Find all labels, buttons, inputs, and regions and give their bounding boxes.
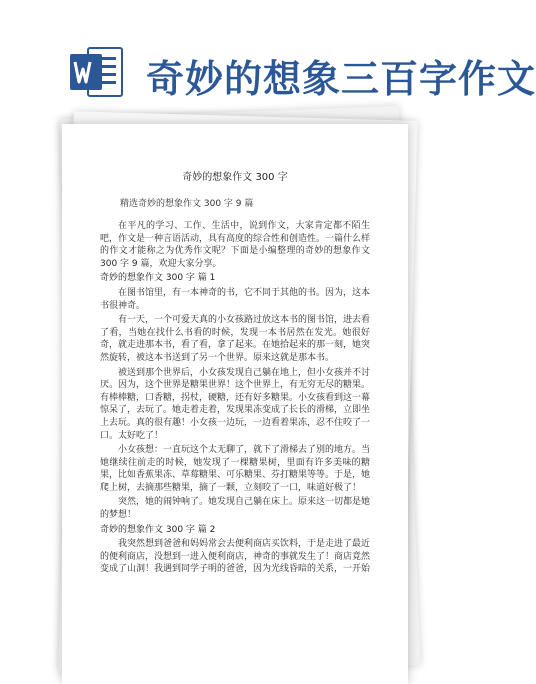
document-subtitle: 精选奇妙的想象作文 300 字 9 篇 (120, 199, 254, 209)
section-heading-1: 奇妙的想象作文 300 字 篇 1 (100, 273, 216, 284)
section1-paragraph: 小女孩想：一直玩这个太无聊了，就下了滑梯去了别的地方。当她继续往前走的时候，她发现了一棵糖果树，里面有许多美味的糖果，比如香蕉果冻、草莓糖果、可乐糖果、芬打糖果等等。于是，她爬上树，去摘那些糖果，摘了一颗，立刻咬了一口，味道好极了！ (100, 445, 371, 493)
document-title: 奇妙的想象作文 300 字 (182, 172, 288, 183)
section1-paragraph: 有一天，一个可爱天真的小女孩路过放这本书的图书馆，进去看了看，当她在找什么书看的时候，发现一本书居然在发光。她很好奇，就走进那本书，看了看，拿了起来。在她拾起来的那一刻，她突然旋转，被这本书送到了另一个世界。原来这就是那本书。 (100, 315, 371, 363)
header-banner (0, 0, 536, 120)
word-doc-icon (66, 42, 126, 102)
section1-paragraph: 被送到那个世界后，小女孩发现自己躺在地上，但小女孩并不讨厌。因为，这个世界是糖果世界！这个世界上，有无穷无尽的糖果。有棒棒糖，口香糖，拐杖，硬糖，还有好多糖果。小女孩看到这一幕惊呆了，去玩了。她走着走着，发现果冻变成了长长的滑梯，立即坐上去玩。真的很有趣！小女孩一边玩，一边看着果冻，忍不住咬了一口。太好吃了！ (100, 367, 371, 441)
intro-paragraph: 在平凡的学习、工作、生活中，说到作文，大家肯定都不陌生吧，作文是一种言语活动，具有高度的综合性和创造性。一篇什么样的作文才能称之为优秀作文呢？下面是小编整理的奇妙的想象作文 300 字 9 篇，欢迎大家分享。 (100, 221, 371, 269)
section2-paragraph: 我突然想到爸爸和妈妈常会去便利商店买饮料，于是走进了最近的便利商店，没想到一进入便利商店，神奇的事就发生了！商店竟然变成了山洞！我遇到同学子明的爸爸，因为光线昏暗的关系，一开始 (100, 539, 371, 575)
banner-title: 奇妙的想象三百字作文 (146, 57, 536, 101)
section-heading-2: 奇妙的想象作文 300 字 篇 2 (100, 524, 216, 535)
section1-paragraph: 突然，她的闹钟响了。她发现自己躺在床上。原来这一切都是她的梦想！ (100, 497, 371, 521)
section1-paragraph: 在图书馆里，有一本神奇的书，它不同于其他的书。因为，这本书很神奇。 (100, 287, 371, 311)
document-page (62, 124, 408, 684)
